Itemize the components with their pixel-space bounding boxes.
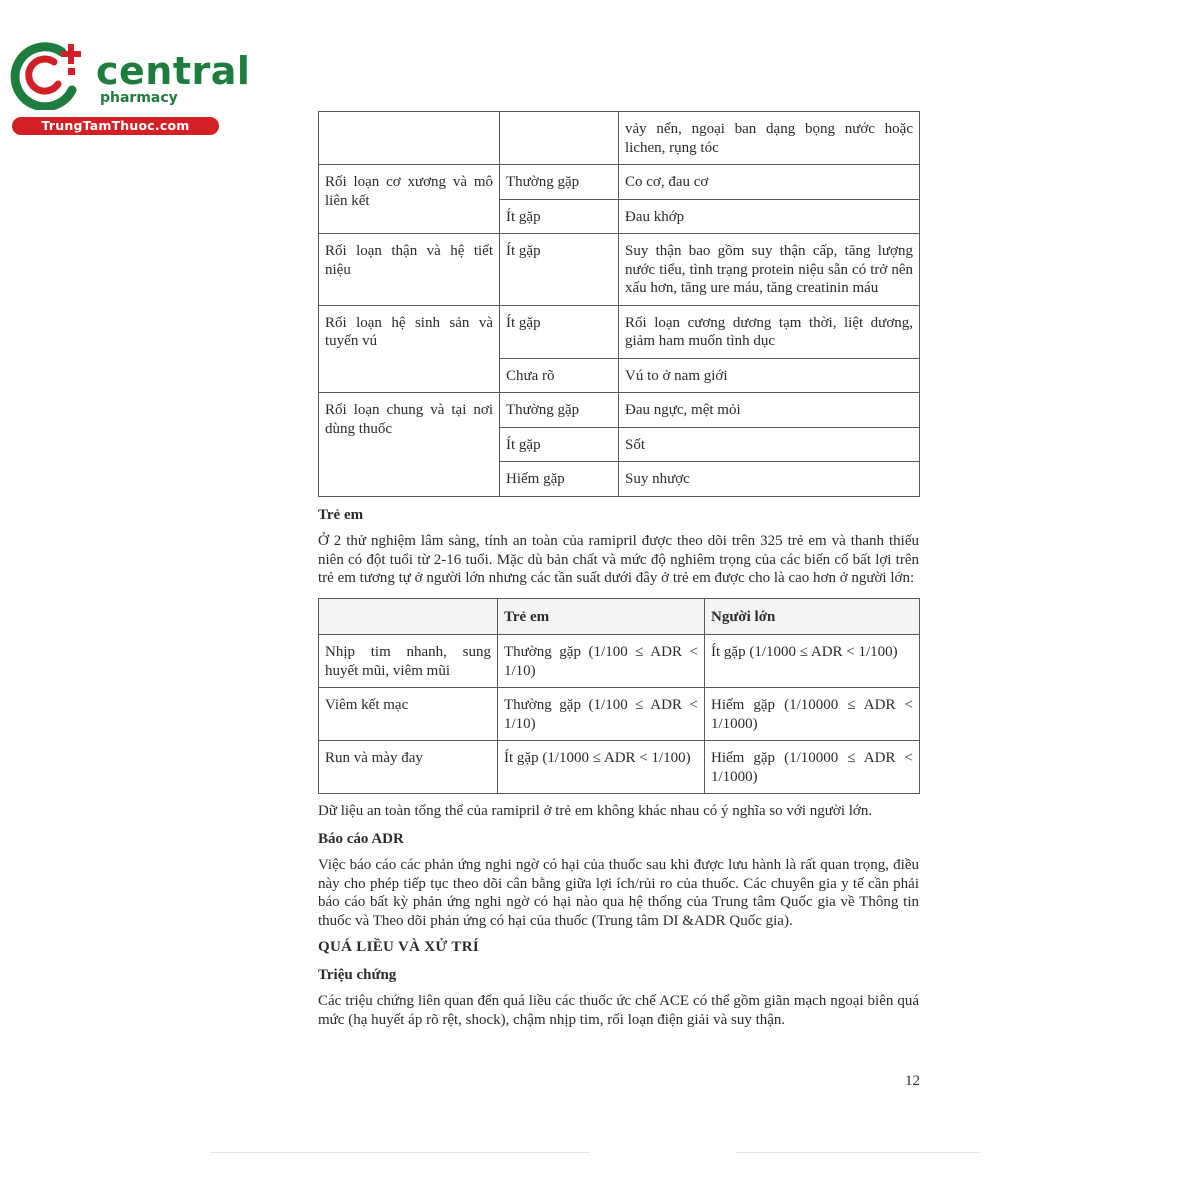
table-cell: vảy nến, ngoại ban dạng bọng nước hoặc lichen, rụng tóc	[619, 112, 920, 165]
tre-em-summary: Dữ liệu an toàn tổng thể của ramipril ở trẻ em không khác nhau có ý nghĩa so với người lớn.	[318, 803, 873, 819]
table-cell: Thường gặp (1/100 ≤ ADR < 1/10)	[498, 635, 705, 688]
table-row	[319, 393, 920, 428]
table-cell: Ít gặp	[500, 234, 619, 306]
tre-em-intro: Ở 2 thử nghiệm lâm sàng, tính an toàn của ramipril được theo dõi trên 325 trẻ em và thanh thiếu niên có đột tuổi từ 2-16 tuổi. Mặc dù bản chất và mức độ nghiêm trọng của các biến cố bất lợi trên trẻ em tương tự ở người lớn nhưng các tần suất dưới đây ở trẻ em được cho là cao hơn ở người lớn:	[318, 533, 919, 586]
table-cell: Rối loạn cương dương tạm thời, liệt dương, giảm ham muốn tình dục	[619, 305, 920, 358]
table-cell: Chưa rõ	[500, 358, 619, 393]
table-cell: Thường gặp	[500, 393, 619, 428]
bao-cao-text: Việc báo cáo các phản ứng nghi ngờ có hại của thuốc sau khi được lưu hành là rất quan trọng, điều này cho phép tiếp tục theo dõi cân bằng giữa lợi ích/rủi ro của thuốc. Các chuyên gia y tế cần phải báo cáo bất kỳ phản ứng nghi ngờ có hại nào qua hệ thống của Trung tâm Quốc gia về Thông tin thuốc và Theo dõi phản ứng có hại của thuốc (Trung tâm DI &ADR Quốc gia).	[318, 857, 919, 929]
table-cell: Rối loạn chung và tại nơi dùng thuốc	[319, 393, 500, 497]
pediatric-frequency-table	[318, 598, 920, 795]
section-heading-tre-em: Trẻ em	[318, 506, 364, 523]
table-cell: Suy nhược	[619, 462, 920, 497]
table-cell: Co cơ, đau cơ	[619, 165, 920, 200]
table-cell: Đau ngực, mệt mỏi	[619, 393, 920, 428]
table-row	[319, 741, 920, 794]
table-cell: Ít gặp	[500, 427, 619, 462]
scan-artifact-line	[735, 1152, 980, 1153]
document-body	[318, 111, 919, 1033]
table-row	[319, 635, 920, 688]
column-header: Trẻ em	[498, 598, 705, 635]
table-cell: Rối loạn cơ xương và mô liên kết	[319, 165, 500, 234]
table-cell: Đau khớp	[619, 199, 920, 234]
table-cell: Ít gặp	[500, 199, 619, 234]
column-header	[319, 598, 498, 635]
table-row	[319, 112, 920, 165]
logo-banner: TrungTamThuoc.com	[12, 117, 219, 135]
table-cell: Rối loạn thận và hệ tiết niệu	[319, 234, 500, 306]
scan-artifact-line	[210, 1152, 590, 1153]
table-cell: Thường gặp	[500, 165, 619, 200]
table-cell: Suy thận bao gồm suy thận cấp, tăng lượng nước tiểu, tình trạng protein niệu sẵn có trở nên xấu hơn, tăng ure máu, tăng creatinin máu	[619, 234, 920, 306]
page-number: 12	[905, 1073, 920, 1089]
table-cell: Hiếm gặp (1/10000 ≤ ADR < 1/1000)	[705, 688, 920, 741]
adverse-effects-table	[318, 111, 920, 497]
logo-brand-text: central	[96, 49, 251, 93]
section-heading-bao-cao-adr: Báo cáo ADR	[318, 830, 404, 847]
table-row	[319, 165, 920, 200]
table-cell	[319, 112, 500, 165]
table-header-row	[319, 598, 920, 635]
table-cell: Rối loạn hệ sinh sản và tuyến vú	[319, 305, 500, 393]
table-cell: Nhịp tim nhanh, sung huyết mũi, viêm mũi	[319, 635, 498, 688]
table-cell	[500, 112, 619, 165]
table-cell: Hiếm gặp	[500, 462, 619, 497]
table-row	[319, 688, 920, 741]
table-cell: Ít gặp (1/1000 ≤ ADR < 1/100)	[498, 741, 705, 794]
table-cell: Viêm kết mạc	[319, 688, 498, 741]
table-cell: Ít gặp	[500, 305, 619, 358]
logo-sub-text: pharmacy	[100, 90, 178, 106]
trieu-chung-text: Các triệu chứng liên quan đến quá liều các thuốc ức chế ACE có thể gồm giãn mạch ngoại biên quá mức (hạ huyết áp rõ rệt, shock), chậm nhịp tim, rối loạn điện giải và suy thận.	[318, 993, 919, 1028]
section-heading-qua-lieu: QUÁ LIỀU VÀ XỬ TRÍ	[318, 939, 479, 955]
table-cell: Run và mày đay	[319, 741, 498, 794]
table-row	[319, 305, 920, 358]
table-cell: Sốt	[619, 427, 920, 462]
central-pharmacy-logo-icon	[10, 38, 92, 110]
table-row	[319, 234, 920, 306]
pharmacy-logo	[10, 38, 251, 138]
table-cell: Ít gặp (1/1000 ≤ ADR < 1/100)	[705, 635, 920, 688]
table-cell: Vú to ở nam giới	[619, 358, 920, 393]
subheading-trieu-chung: Triệu chứng	[318, 966, 397, 983]
table-cell: Hiếm gặp (1/10000 ≤ ADR < 1/1000)	[705, 741, 920, 794]
table-cell: Thường gặp (1/100 ≤ ADR < 1/10)	[498, 688, 705, 741]
column-header: Người lớn	[705, 598, 920, 635]
